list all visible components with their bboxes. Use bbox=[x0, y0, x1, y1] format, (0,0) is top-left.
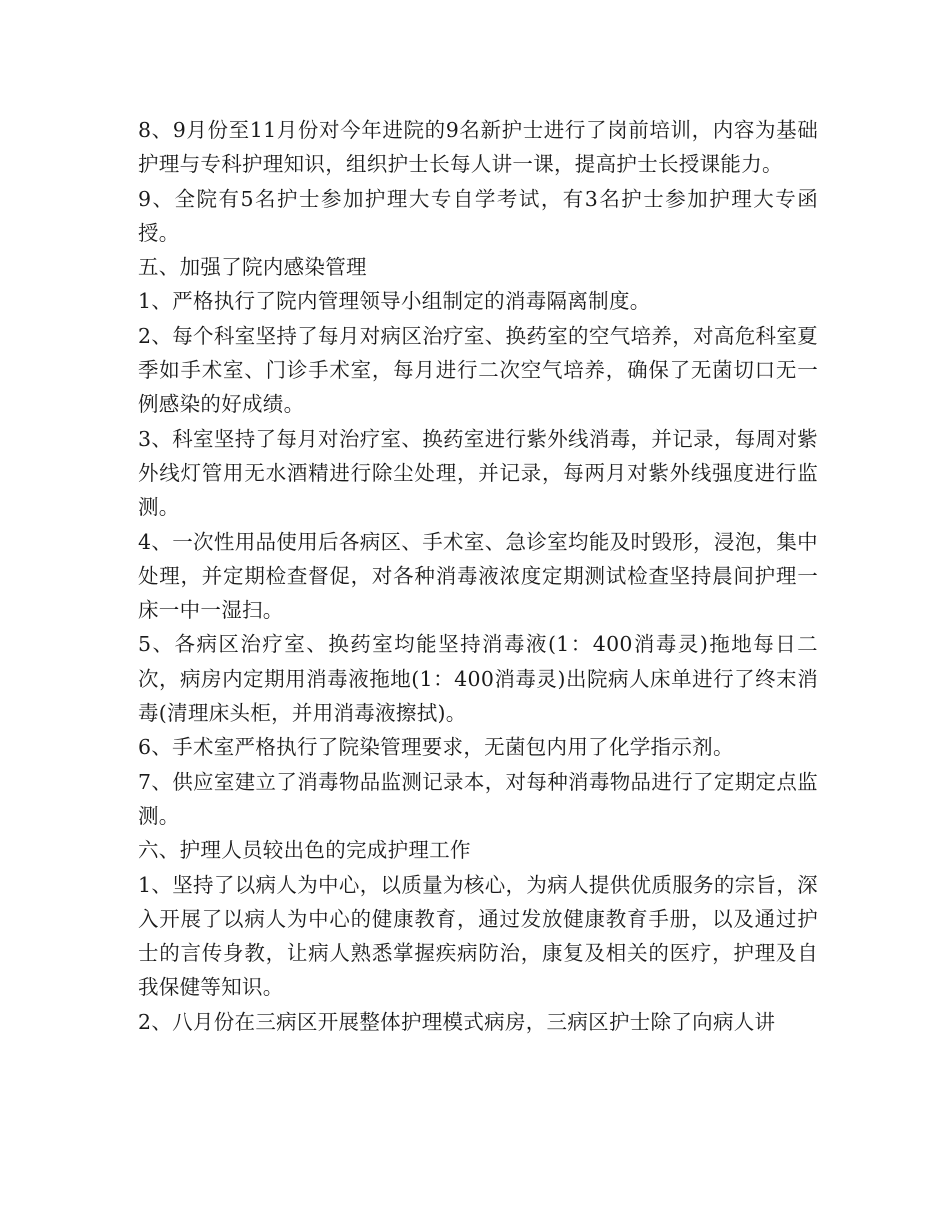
paragraph-training-new-nurses: 8、9月份至11月份对今年进院的9名新护士进行了岗前培训，内容为基础护理与专科护理知识，组织护士长每人讲一课，提高护士长授课能力。 bbox=[138, 118, 818, 177]
paragraph-disposables: 4、一次性用品使用后各病区、手术室、急诊室均能及时毁形，浸泡，集中处理，并定期检查督促，对各种消毒液浓度定期测试检查坚持晨间护理一床一中一湿扫。 bbox=[138, 529, 818, 623]
paragraph-uv-disinfection: 3、科室坚持了每月对治疗室、换药室进行紫外线消毒，并记录，每周对紫外线灯管用无水酒精进行除尘处理，并记录，每两月对紫外线强度进行监测。 bbox=[138, 426, 818, 520]
paragraph-nurse-exams: 9、全院有5名护士参加护理大专自学考试，有3名护士参加护理大专函授。 bbox=[138, 186, 818, 245]
paragraph-floor-disinfection: 5、各病区治疗室、换药室均能坚持消毒液(1：400消毒灵)拖地每日二次，病房内定期用消毒液拖地(1：400消毒灵)出院病人床单进行了终末消毒(清理床头柜，并用消毒液擦拭)。 bbox=[138, 632, 818, 726]
paragraph-patient-centered: 1、坚持了以病人为中心，以质量为核心，为病人提供优质服务的宗旨，深入开展了以病人为中心的健康教育，通过发放健康教育手册，以及通过护士的言传身教，让病人熟悉掌握疾病防治，康复及相关的医疗，护理及自我保健等知识。 bbox=[138, 872, 818, 1000]
section-heading-nursing-work: 六、护理人员较出色的完成护理工作 bbox=[138, 838, 471, 863]
paragraph-holistic-care: 2、八月份在三病区开展整体护理模式病房，三病区护士除了向病人讲 bbox=[138, 1009, 776, 1034]
paragraph-air-culture: 2、每个科室坚持了每月对病区治疗室、换药室的空气培养，对高危科室夏季如手术室、门诊手术室，每月进行二次空气培养，确保了无菌切口无一例感染的好成绩。 bbox=[138, 323, 818, 417]
paragraph-disinfection-policy: 1、严格执行了院内管理领导小组制定的消毒隔离制度。 bbox=[138, 289, 651, 314]
document-body bbox=[138, 113, 818, 1039]
section-heading-infection-control: 五、加强了院内感染管理 bbox=[138, 255, 367, 280]
paragraph-supply-room: 7、供应室建立了消毒物品监测记录本，对每种消毒物品进行了定期定点监测。 bbox=[138, 769, 818, 828]
paragraph-operating-room: 6、手术室严格执行了院染管理要求，无菌包内用了化学指示剂。 bbox=[138, 735, 734, 760]
